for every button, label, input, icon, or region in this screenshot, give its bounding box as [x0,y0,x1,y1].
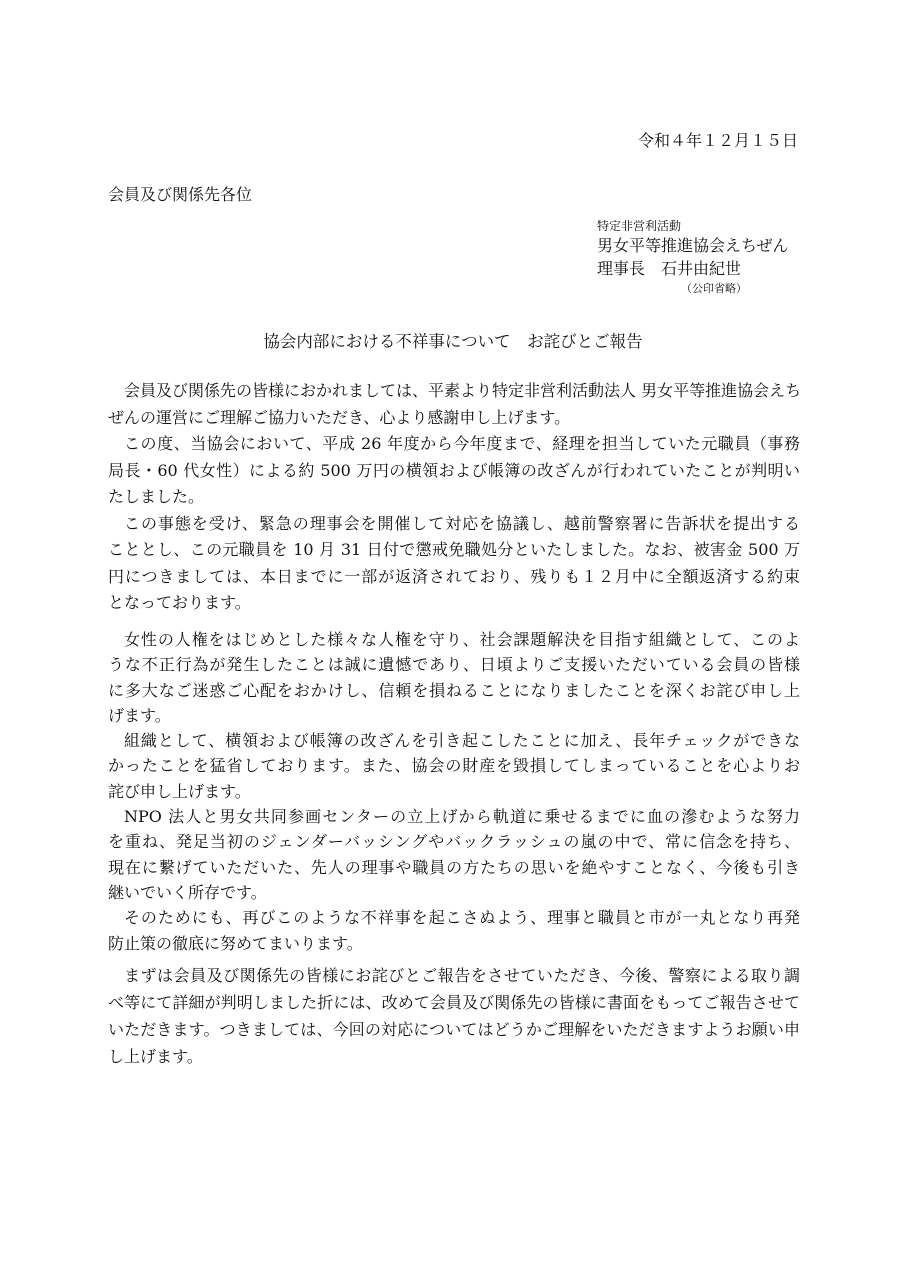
seal-note: （公印省略） [681,282,747,295]
body-line: 局長・60 代女性）による約 500 万円の横領および帳簿の改ざんが行われていたことが判明い [108,460,800,480]
body-line: 現在に繋げていただいた、先人の理事や職員の方たちの思いを絶やすことなく、今後も引き [108,857,800,877]
body-line: この度、当協会において、平成 26 年度から今年度まで、経理を担当していた元職員（事務 [124,434,800,453]
body-line: に多大なご迷惑ご心配をおかけし、信頼を損ねることになりましたことを深くお詫び申し上 [108,680,800,700]
body-line: 防止策の徹底に努めてまいります。 [108,933,363,953]
sender-org-type: 特定非営利活動 [597,219,682,233]
body-section-2 [108,627,800,956]
addressee: 会員及び関係先各位 [108,185,253,204]
body-line: こととし、この元職員を 10 月 31 日付で懲戒免職処分といたしました。なお、被害金 500 万 [108,540,800,559]
body-line: べ等にて詳細が判明しました折には、改めて会員及び関係先の皆様に書面をもってご報告させて [108,993,800,1012]
body-line: 女性の人権をはじめとした様々な人権を守り、社会課題解決を目指す組織として、このよ [124,630,800,649]
body-line: 円につきましては、本日までに一部が返済されており、残りも１２月中に全額返済する約束 [108,566,800,586]
body-section-3 [108,962,800,1070]
body-line: げます。 [108,705,171,725]
body-line: 組織として、横領および帳簿の改ざんを引き起こしたことに加え、長年チェックができな [124,731,800,751]
body-line: を重ね、発足当初のジェンダーバッシングやバックラッシュの嵐の中で、常に信念を持ち、 [108,832,800,852]
body-line: 会員及び関係先の皆様におかれましては、平素より特定非営利活動法人 男女平等推進協会えち [124,381,802,400]
body-line: 継いでいく所存です。 [108,882,267,902]
body-line: たしました。 [108,487,205,506]
body-line: かったことを猛省しております。また、協会の財産を毀損してしまっていることを心よりお [108,756,800,776]
body-line: となっております。 [108,593,251,612]
sender-block [597,218,789,298]
body-line: まずは会員及び関係先の皆様にお詫びとご報告をさせていただき、今後、警察による取り調 [124,966,800,985]
sender-org-name: 男女平等推進協会えちぜん [597,236,789,255]
body-line: ぜんの運営にご理解ご協力いただき、心より感謝申し上げます。 [108,407,571,427]
body-line: 詫び申し上げます。 [108,781,251,801]
body-line: この事態を受け、緊急の理事会を開催して対応を協議し、越前警察署に告訴状を提出する [124,513,800,533]
body-line: NPO 法人と男女共同参画センターの立上げから軌道に乗せるまでに血の滲むような努力 [124,807,800,827]
body-line: うな不正行為が発生したことは誠に遺憾であり、日頃よりご支援いただいている会員の皆様 [108,655,800,675]
body-line: そのためにも、再びこのような不祥事を起こさぬよう、理事と職員と市が一丸となり再発 [124,908,800,928]
document-title: 協会内部における不祥事について お詫びとご報告 [263,332,643,351]
sender-chair: 理事長 石井由紀世 [597,259,742,278]
document-date: 令和４年１２月１５日 [637,131,798,150]
body-line: いただきます。つきましては、今回の対応についてはどうかご理解をいただきますようお願い申 [108,1020,800,1039]
body-line: し上げます。 [108,1047,203,1066]
body-section-1 [108,378,800,617]
